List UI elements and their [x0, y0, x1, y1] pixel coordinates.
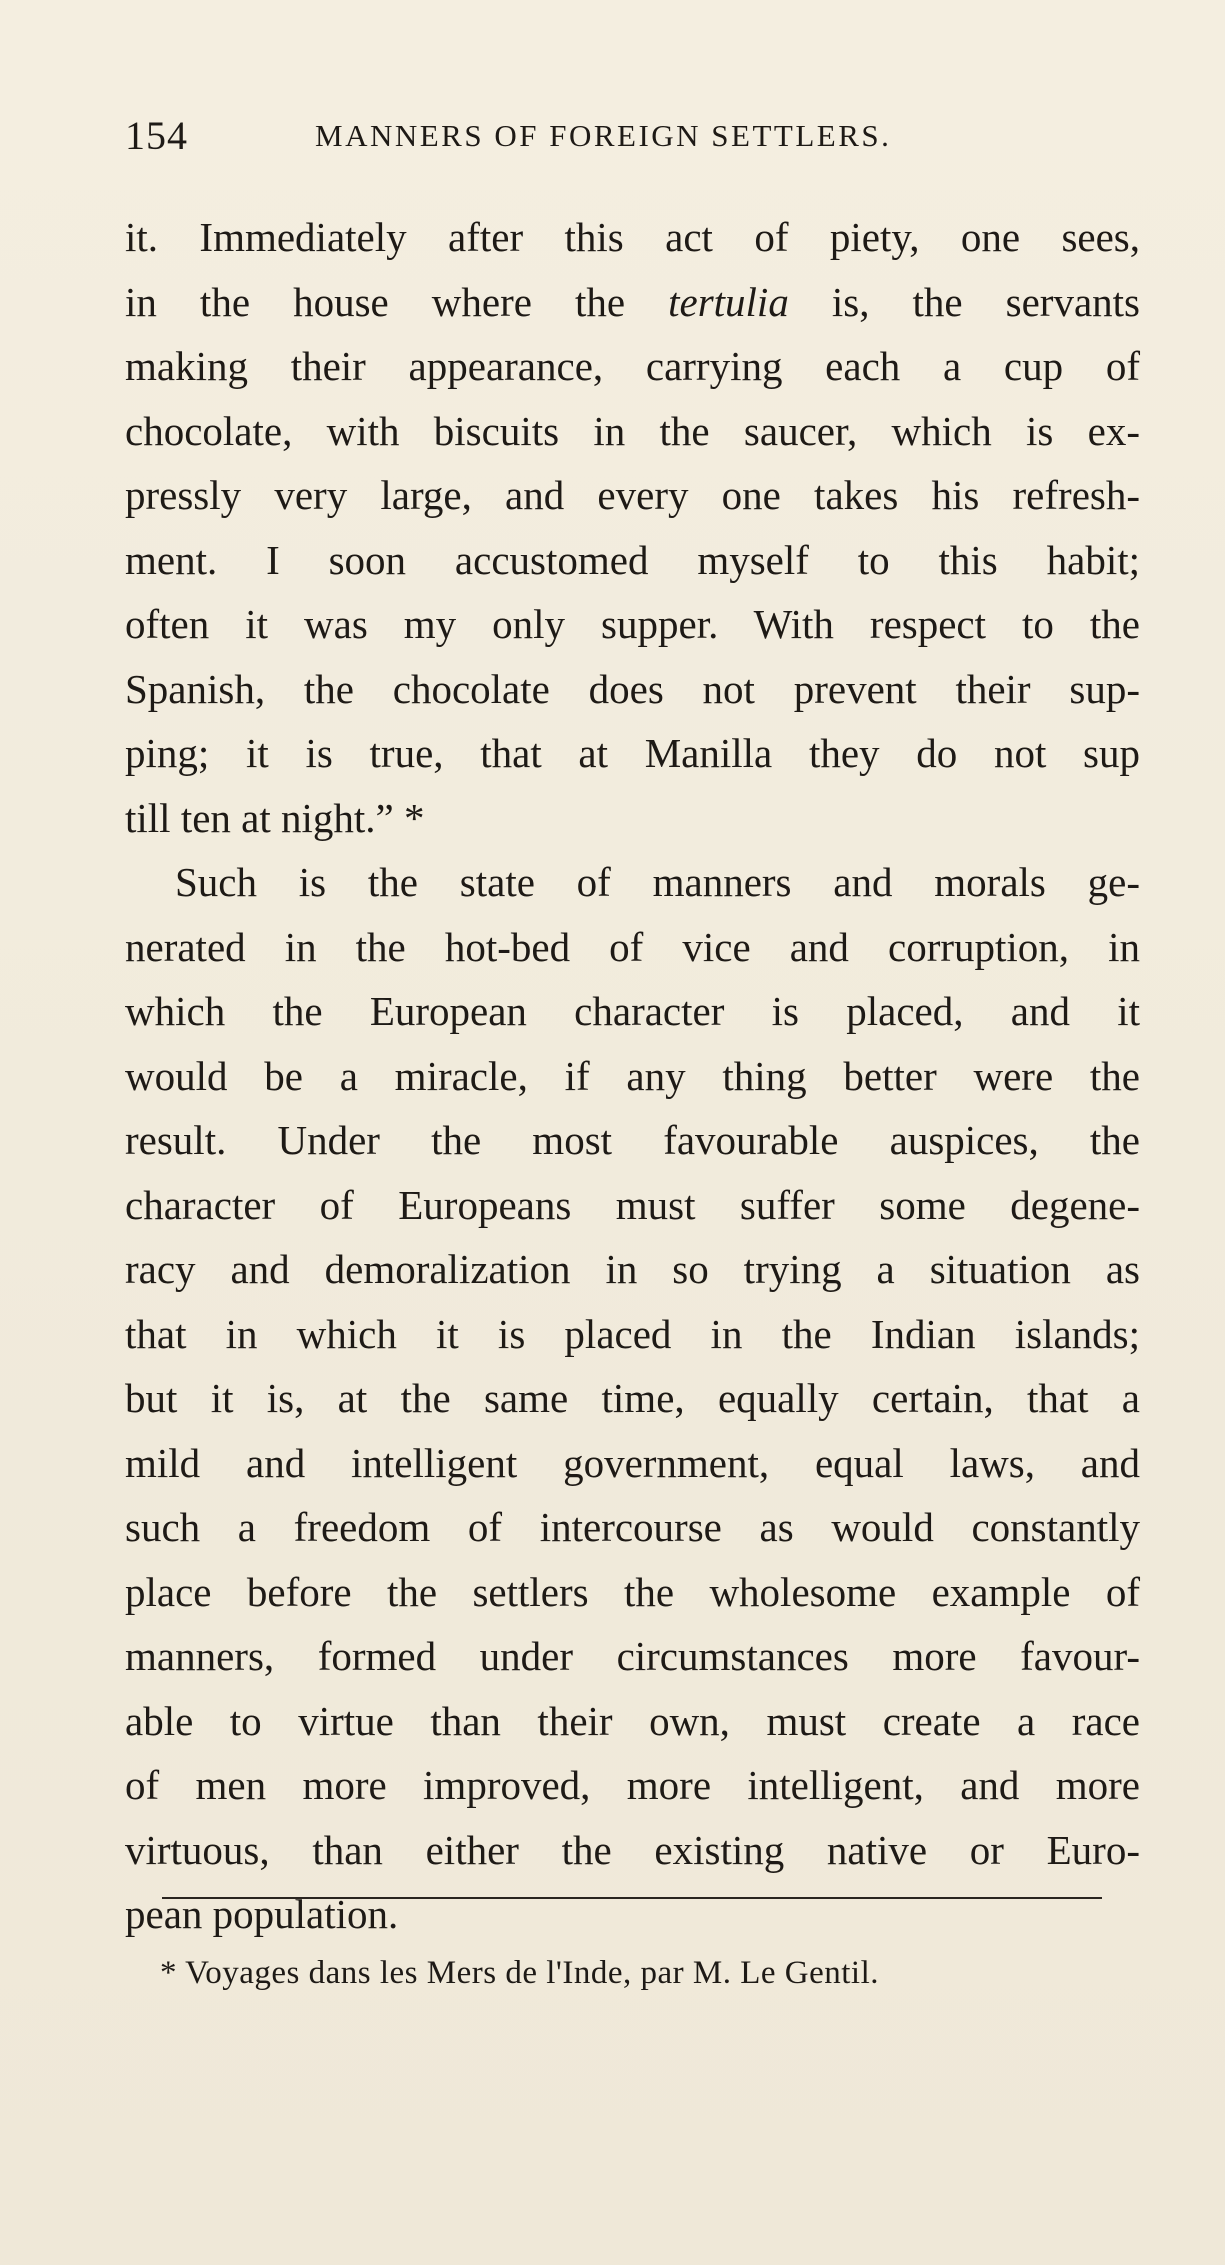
text-line: ment. I soon accustomed myself to this habit; [125, 536, 1140, 583]
text-line: mild and intelligent government, equal laws, and [125, 1439, 1140, 1486]
text-line: ping; it is true, that at Manilla they do not sup [125, 730, 1140, 776]
text-line: able to virtue than their own, must create a race [125, 1697, 1140, 1744]
text-line: till ten at night.” * [125, 794, 425, 841]
text-line: of men more improved, more intelligent, and more [125, 1762, 1140, 1808]
page-number: 154 [125, 113, 188, 158]
text-line: but it is, at the same time, equally certain, that a [125, 1375, 1140, 1421]
text-line: place before the settlers the wholesome example of [125, 1568, 1140, 1615]
footnote-rule [162, 1897, 1102, 1899]
text-line: racy and demoralization in so trying a situation as [125, 1246, 1140, 1292]
text-line: it. Immediately after this act of piety, one sees, [125, 214, 1140, 260]
text-line: such a freedom of intercourse as would constantly [125, 1504, 1140, 1550]
text-line: nerated in the hot-bed of vice and corruption, in [125, 923, 1140, 970]
text-line: result. Under the most favourable auspices, the [125, 1117, 1140, 1163]
text-line: manners, formed under circumstances more favour- [125, 1633, 1140, 1679]
text-line: often it was my only supper. With respect to the [125, 601, 1140, 647]
running-head [125, 112, 965, 162]
text-line: making their appearance, carrying each a cup of [125, 343, 1140, 389]
body-text [125, 205, 1140, 1947]
text-line: pressly very large, and every one takes his refresh- [125, 472, 1140, 518]
text-line: in the house where the tertulia is, the servants [125, 278, 1140, 325]
text-line: that in which it is placed in the Indian islands; [125, 1310, 1140, 1357]
text-line: Spanish, the chocolate does not prevent their sup- [125, 665, 1140, 712]
italic-term: tertulia [668, 278, 789, 325]
text-line: Such is the state of manners and morals ge- [175, 859, 1140, 905]
running-title: MANNERS OF FOREIGN SETTLERS. [315, 118, 892, 153]
text-line: virtuous, than either the existing native or Euro- [125, 1826, 1140, 1873]
text-line: pean population. [125, 1891, 399, 1937]
text-line: character of Europeans must suffer some degene- [125, 1181, 1140, 1228]
text-line: which the European character is placed, and it [125, 988, 1140, 1034]
text-line: would be a miracle, if any thing better were the [125, 1052, 1140, 1099]
footnote: * Voyages dans les Mers de l'Inde, par M. Le Gentil. [160, 1955, 879, 1991]
text-line: chocolate, with biscuits in the saucer, which is ex- [125, 407, 1140, 454]
